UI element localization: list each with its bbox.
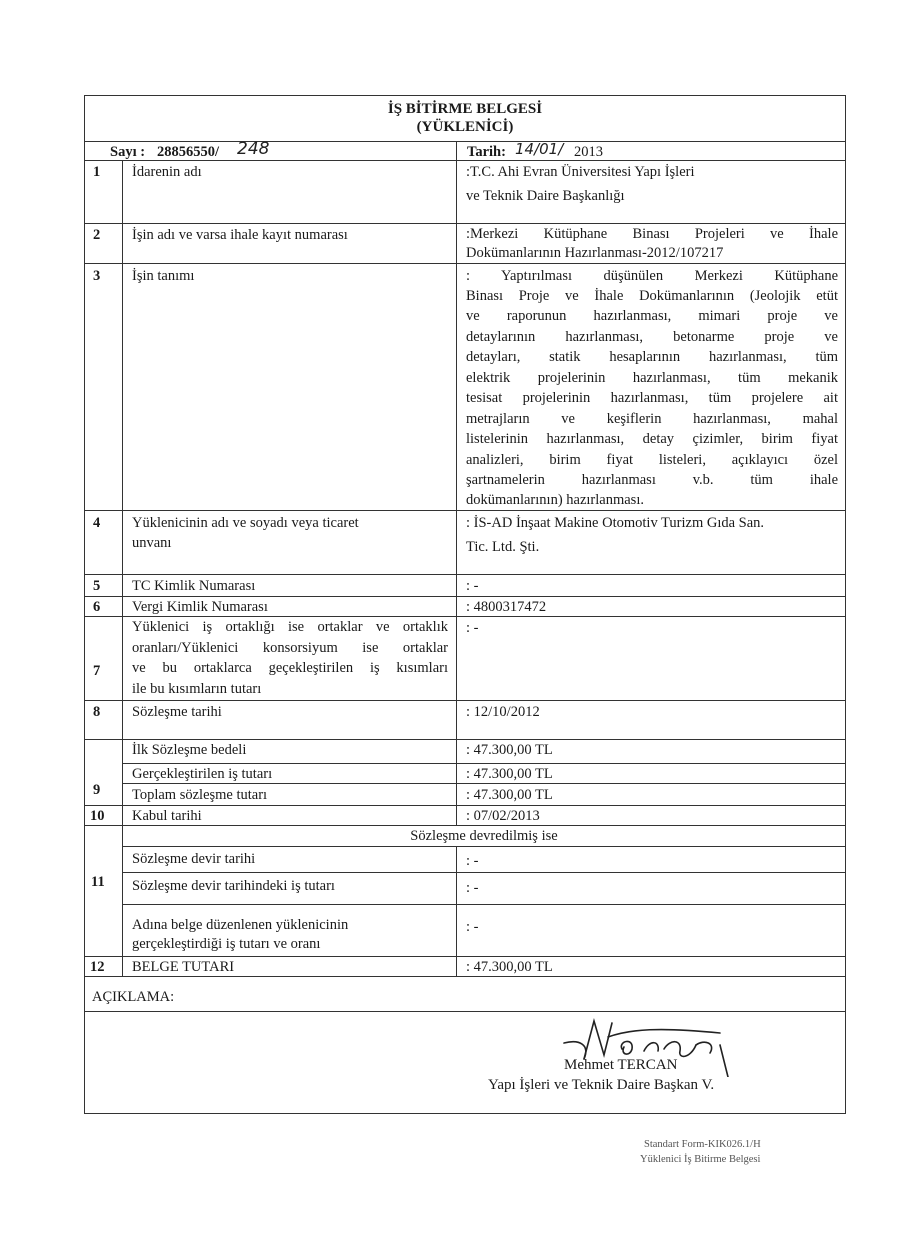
row2-label: İşin adı ve varsa ihale kayıt numarası <box>132 227 348 243</box>
document-subtitle: (YÜKLENİCİ) <box>416 119 514 135</box>
row3-line: analizleri, birim fiyat listeleri, açıklayıcı özel <box>466 452 838 468</box>
row11-transfer-amount-value: : - <box>466 880 479 896</box>
row3-line: şartnamelerin hazırlanması v.b. tüm ihale <box>466 472 838 488</box>
rule-row11b <box>122 904 846 905</box>
row11-contractor-share-label-line2: gerçekleştirdiği iş tutarı ve oranı <box>132 936 321 952</box>
form-name: Yüklenici İş Bitirme Belgesi <box>640 1154 761 1165</box>
row3-label: İşin tanımı <box>132 268 195 284</box>
sayi-handwritten: 248 <box>237 139 270 159</box>
rule-row3 <box>84 510 846 511</box>
row3-line: detaylarının hazırlanması, betonarme proje ve <box>466 329 838 345</box>
row1-number: 1 <box>93 164 101 180</box>
rule-row2 <box>84 263 846 264</box>
rule-sayi-divider <box>456 141 457 160</box>
row9-initial-contract-label: İlk Sözleşme bedeli <box>132 742 247 758</box>
row3-number: 3 <box>93 268 101 284</box>
form-code: Standart Form-KIK026.1/H <box>644 1139 761 1150</box>
row7-label-line: oranları/Yüklenici konsorsiyum ise ortaklar <box>132 640 448 656</box>
rule-row4 <box>84 574 846 575</box>
row5-value: : - <box>466 578 479 594</box>
row3-line: listelerinin hazırlanması, detay çizimler, birim fiyat <box>466 431 838 447</box>
row1-label: İdarenin adı <box>132 164 202 180</box>
tarih-handwritten: 14/01/ <box>515 140 564 158</box>
row9-total-value: : 47.300,00 TL <box>466 787 553 803</box>
row4-value-line1: : İS-AD İnşaat Makine Otomotiv Turizm Gıda San. <box>466 515 765 531</box>
row1-value-line2: ve Teknik Daire Başkanlığı <box>466 188 625 204</box>
row3-line: metrajların ve keşiflerin hazırlanması, mahal <box>466 411 838 427</box>
row2-value-line2: Dokümanlarının Hazırlanması-2012/107217 <box>466 245 724 261</box>
row11-transfer-date-value: : - <box>466 853 479 869</box>
signatory-name: Mehmet TERCAN <box>564 1057 678 1073</box>
document-title: İŞ BİTİRME BELGESİ <box>387 101 543 117</box>
row4-label-line1: Yüklenicinin adı ve soyadı veya ticaret <box>132 515 359 531</box>
row6-value: : 4800317472 <box>466 599 547 615</box>
row7-value: : - <box>466 620 479 636</box>
row11-transfer-date-label: Sözleşme devir tarihi <box>132 851 256 867</box>
row9-realized-value: : 47.300,00 TL <box>466 766 553 782</box>
row8-number: 8 <box>93 704 101 720</box>
row10-number: 10 <box>90 808 105 824</box>
row3-line: ve raporunun hazırlanması, mimari proje ve <box>466 308 838 324</box>
row9-realized-label: Gerçekleştirilen iş tutarı <box>132 766 273 782</box>
row2-value-line1: :Merkezi Kütüphane Binası Projeleri ve İhale <box>466 226 838 242</box>
row8-value: : 12/10/2012 <box>466 704 540 720</box>
row7-label-line: Yüklenici iş ortaklığı ise ortaklar ve ortaklık <box>132 619 448 635</box>
row7-label-line: ve bu ortaklarca geçekleştirilen iş kısımları <box>132 660 448 676</box>
row12-value: : 47.300,00 TL <box>466 959 553 975</box>
row11-transfer-amount-label: Sözleşme devir tarihindeki iş tutarı <box>132 878 335 894</box>
rule-aciklama <box>84 1011 846 1012</box>
row9-number: 9 <box>93 782 101 798</box>
row10-value: : 07/02/2013 <box>466 808 540 824</box>
row4-value-line2: Tic. Ltd. Şti. <box>466 539 540 555</box>
row11-number: 11 <box>91 874 105 890</box>
row3-line: Binası Proje ve İhale Dokümanlarının (Jeolojik etüt <box>466 288 838 304</box>
rule-col-number <box>122 160 123 976</box>
row4-number: 4 <box>93 515 101 531</box>
row9-total-label: Toplam sözleşme tutarı <box>132 787 268 803</box>
row1-value-line1: :T.C. Ahi Evran Üniversitesi Yapı İşleri <box>466 164 695 180</box>
row10-label: Kabul tarihi <box>132 808 202 824</box>
row2-number: 2 <box>93 227 101 243</box>
row3-line: dokümanlarının) hazırlanması. <box>466 492 644 508</box>
row3-line: elektrik projelerinin hazırlanması, tüm mekanik <box>466 370 838 386</box>
row6-label: Vergi Kimlik Numarası <box>132 599 268 615</box>
row5-label: TC Kimlik Numarası <box>132 578 256 594</box>
row11-contractor-share-label-line1: Adına belge düzenlenen yüklenicinin <box>132 917 349 933</box>
row9-initial-contract-value: : 47.300,00 TL <box>466 742 553 758</box>
row3-line: detayları, statik hesaplarının hazırlanması, tüm <box>466 349 838 365</box>
row3-line: : Yaptırılması düşünülen Merkezi Kütüphane <box>466 268 838 284</box>
signatory-title: Yapı İşleri ve Teknik Daire Başkan V. <box>488 1077 715 1093</box>
row6-number: 6 <box>93 599 101 615</box>
row11-contractor-share-value: : - <box>466 919 479 935</box>
sayi-label: Sayı : <box>110 144 146 160</box>
row7-number: 7 <box>93 663 101 679</box>
row12-label: BELGE TUTARI <box>132 959 235 975</box>
rule-col-value-lower <box>456 846 457 976</box>
tarih-year: 2013 <box>574 144 603 160</box>
row3-line: tesisat projelerinin hazırlanması, tüm projelere ait <box>466 390 838 406</box>
rule-col-value-upper <box>456 160 457 826</box>
rule-row11a <box>122 872 846 873</box>
row4-label-line2: unvanı <box>132 535 172 551</box>
rule-row7 <box>84 700 846 701</box>
sayi-value: 28856550/ <box>157 144 220 160</box>
row8-label: Sözleşme tarihi <box>132 704 222 720</box>
row5-number: 5 <box>93 578 101 594</box>
row11-heading: Sözleşme devredilmiş ise <box>410 828 558 844</box>
row7-label-line: ile bu kısımların tutarı <box>132 681 262 697</box>
row12-number: 12 <box>90 959 105 975</box>
tarih-label: Tarih: <box>467 144 506 160</box>
aciklama-label: AÇIKLAMA: <box>92 989 175 1005</box>
